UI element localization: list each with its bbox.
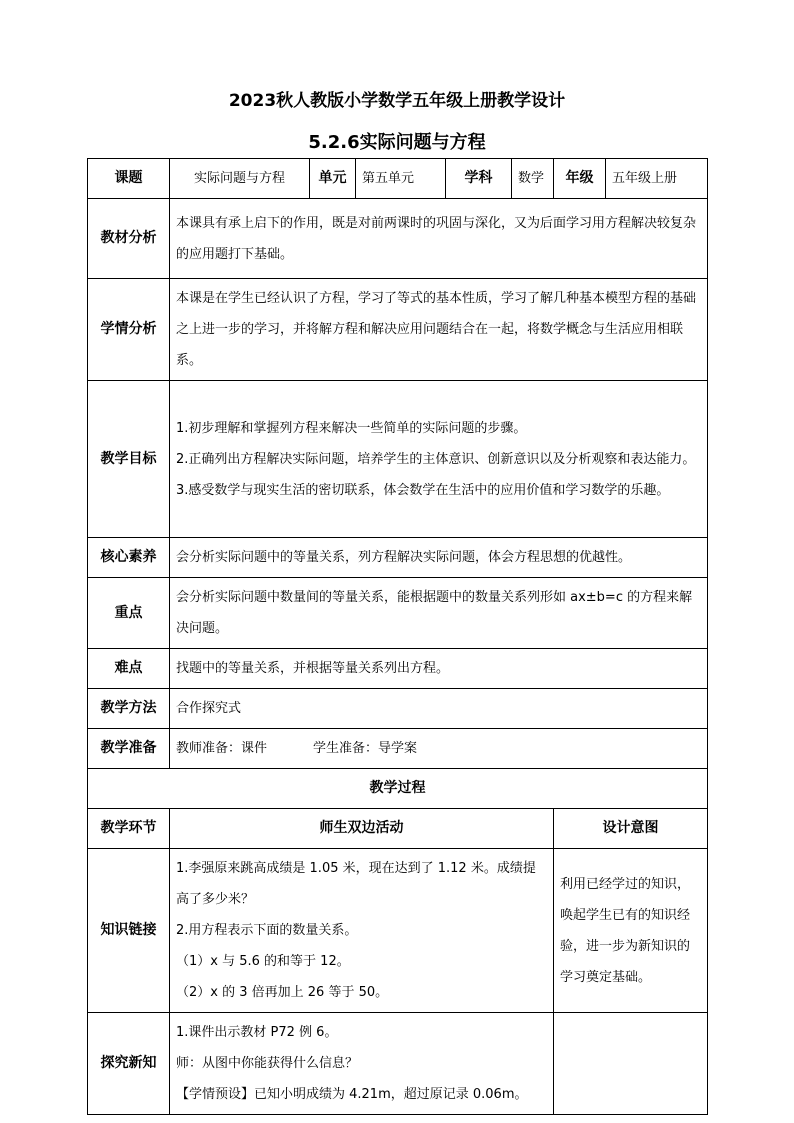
student-analysis-text: 本课是在学生已经认识了方程，学习了等式的基本性质，学习了解几种基本模型方程的基础之上进一步的学习，并将解方程和解决应用问题结合在一起，将数学概念与生活应用相联系。 — [170, 279, 708, 381]
objectives-text — [170, 381, 708, 538]
intent-column-header: 设计意图 — [554, 809, 708, 849]
grade-label: 年级 — [554, 159, 606, 199]
difficulty-label: 难点 — [88, 649, 170, 689]
student-analysis-row — [88, 279, 708, 381]
teacher-preparation: 教师准备：课件 — [176, 741, 268, 756]
activity-line: 【学情预设】已知小明成绩为 4.21m，超过原记录 0.06m。 — [176, 1087, 528, 1102]
process-intent: 利用已经学过的知识，唤起学生已有的知识经验，进一步为新知识的学习奠定基础。 — [554, 849, 708, 1013]
key-point-text: 会分析实际问题中数量间的等量关系，能根据题中的数量关系列形如 ax±b=c 的方程来解决问题。 — [170, 578, 708, 649]
core-literacy-row — [88, 538, 708, 578]
lesson-plan-table — [87, 158, 708, 1115]
preparation-text — [170, 729, 708, 769]
process-activity — [170, 849, 554, 1013]
student-preparation: 学生准备：导学案 — [313, 741, 418, 756]
material-analysis-row — [88, 199, 708, 279]
objectives-row — [88, 381, 708, 538]
process-activity — [170, 1013, 554, 1115]
document-title: 2023秋人教版小学数学五年级上册教学设计 — [228, 91, 566, 111]
subject-value: 数学 — [512, 159, 554, 199]
objective-item: 2.正确列出方程解决实际问题，培养学生的主体意识、创新意识以及分析观察和表达能力。 — [176, 451, 696, 467]
method-text: 合作探究式 — [170, 689, 708, 729]
activity-line: 师：从图中你能获得什么信息？ — [176, 1056, 359, 1071]
process-stage: 探究新知 — [88, 1013, 170, 1115]
method-label: 教学方法 — [88, 689, 170, 729]
difficulty-row — [88, 649, 708, 689]
method-row — [88, 689, 708, 729]
objectives-label: 教学目标 — [88, 381, 170, 538]
activity-line: （1）x 与 5.6 的和等于 12。 — [176, 954, 350, 969]
grade-value: 五年级上册 — [606, 159, 708, 199]
activity-column-header: 师生双边活动 — [170, 809, 554, 849]
objective-item: 3.感受数学与现实生活的密切联系，体会数学在生活中的应用价值和学习数学的乐趣。 — [176, 482, 670, 498]
objective-item: 1.初步理解和掌握列方程来解决一些简单的实际问题的步骤。 — [176, 420, 527, 436]
material-analysis-label: 教材分析 — [88, 199, 170, 279]
subject-label: 学科 — [446, 159, 512, 199]
difficulty-text: 找题中的等量关系，并根据等量关系列出方程。 — [170, 649, 708, 689]
preparation-label: 教学准备 — [88, 729, 170, 769]
process-title-row — [88, 769, 708, 809]
core-literacy-text: 会分析实际问题中的等量关系，列方程解决实际问题，体会方程思想的优越性。 — [170, 538, 708, 578]
core-literacy-label: 核心素养 — [88, 538, 170, 578]
topic-value: 实际问题与方程 — [170, 159, 310, 199]
process-header-row — [88, 809, 708, 849]
process-title: 教学过程 — [88, 769, 708, 809]
student-analysis-label: 学情分析 — [88, 279, 170, 381]
key-point-label: 重点 — [88, 578, 170, 649]
unit-value: 第五单元 — [356, 159, 446, 199]
activity-line: 2.用方程表示下面的数量关系。 — [176, 923, 358, 938]
preparation-row — [88, 729, 708, 769]
topic-label: 课题 — [88, 159, 170, 199]
process-intent — [554, 1013, 708, 1115]
process-stage: 知识链接 — [88, 849, 170, 1013]
process-row — [88, 1013, 708, 1115]
process-row — [88, 849, 708, 1013]
activity-line: （2）x 的 3 倍再加上 26 等于 50。 — [176, 985, 389, 1000]
material-analysis-text: 本课具有承上启下的作用，既是对前两课时的巩固与深化，又为后面学习用方程解决较复杂的应用题打下基础。 — [170, 199, 708, 279]
header-row — [88, 159, 708, 199]
stage-column-header: 教学环节 — [88, 809, 170, 849]
activity-line: 1.课件出示教材 P72 例 6。 — [176, 1025, 338, 1040]
key-point-row — [88, 578, 708, 649]
activity-line: 1.李强原来跳高成绩是 1.05 米，现在达到了 1.12 米。成绩提高了多少米？ — [176, 861, 536, 907]
unit-label: 单元 — [310, 159, 356, 199]
lesson-title: 5.2.6实际问题与方程 — [308, 132, 486, 153]
